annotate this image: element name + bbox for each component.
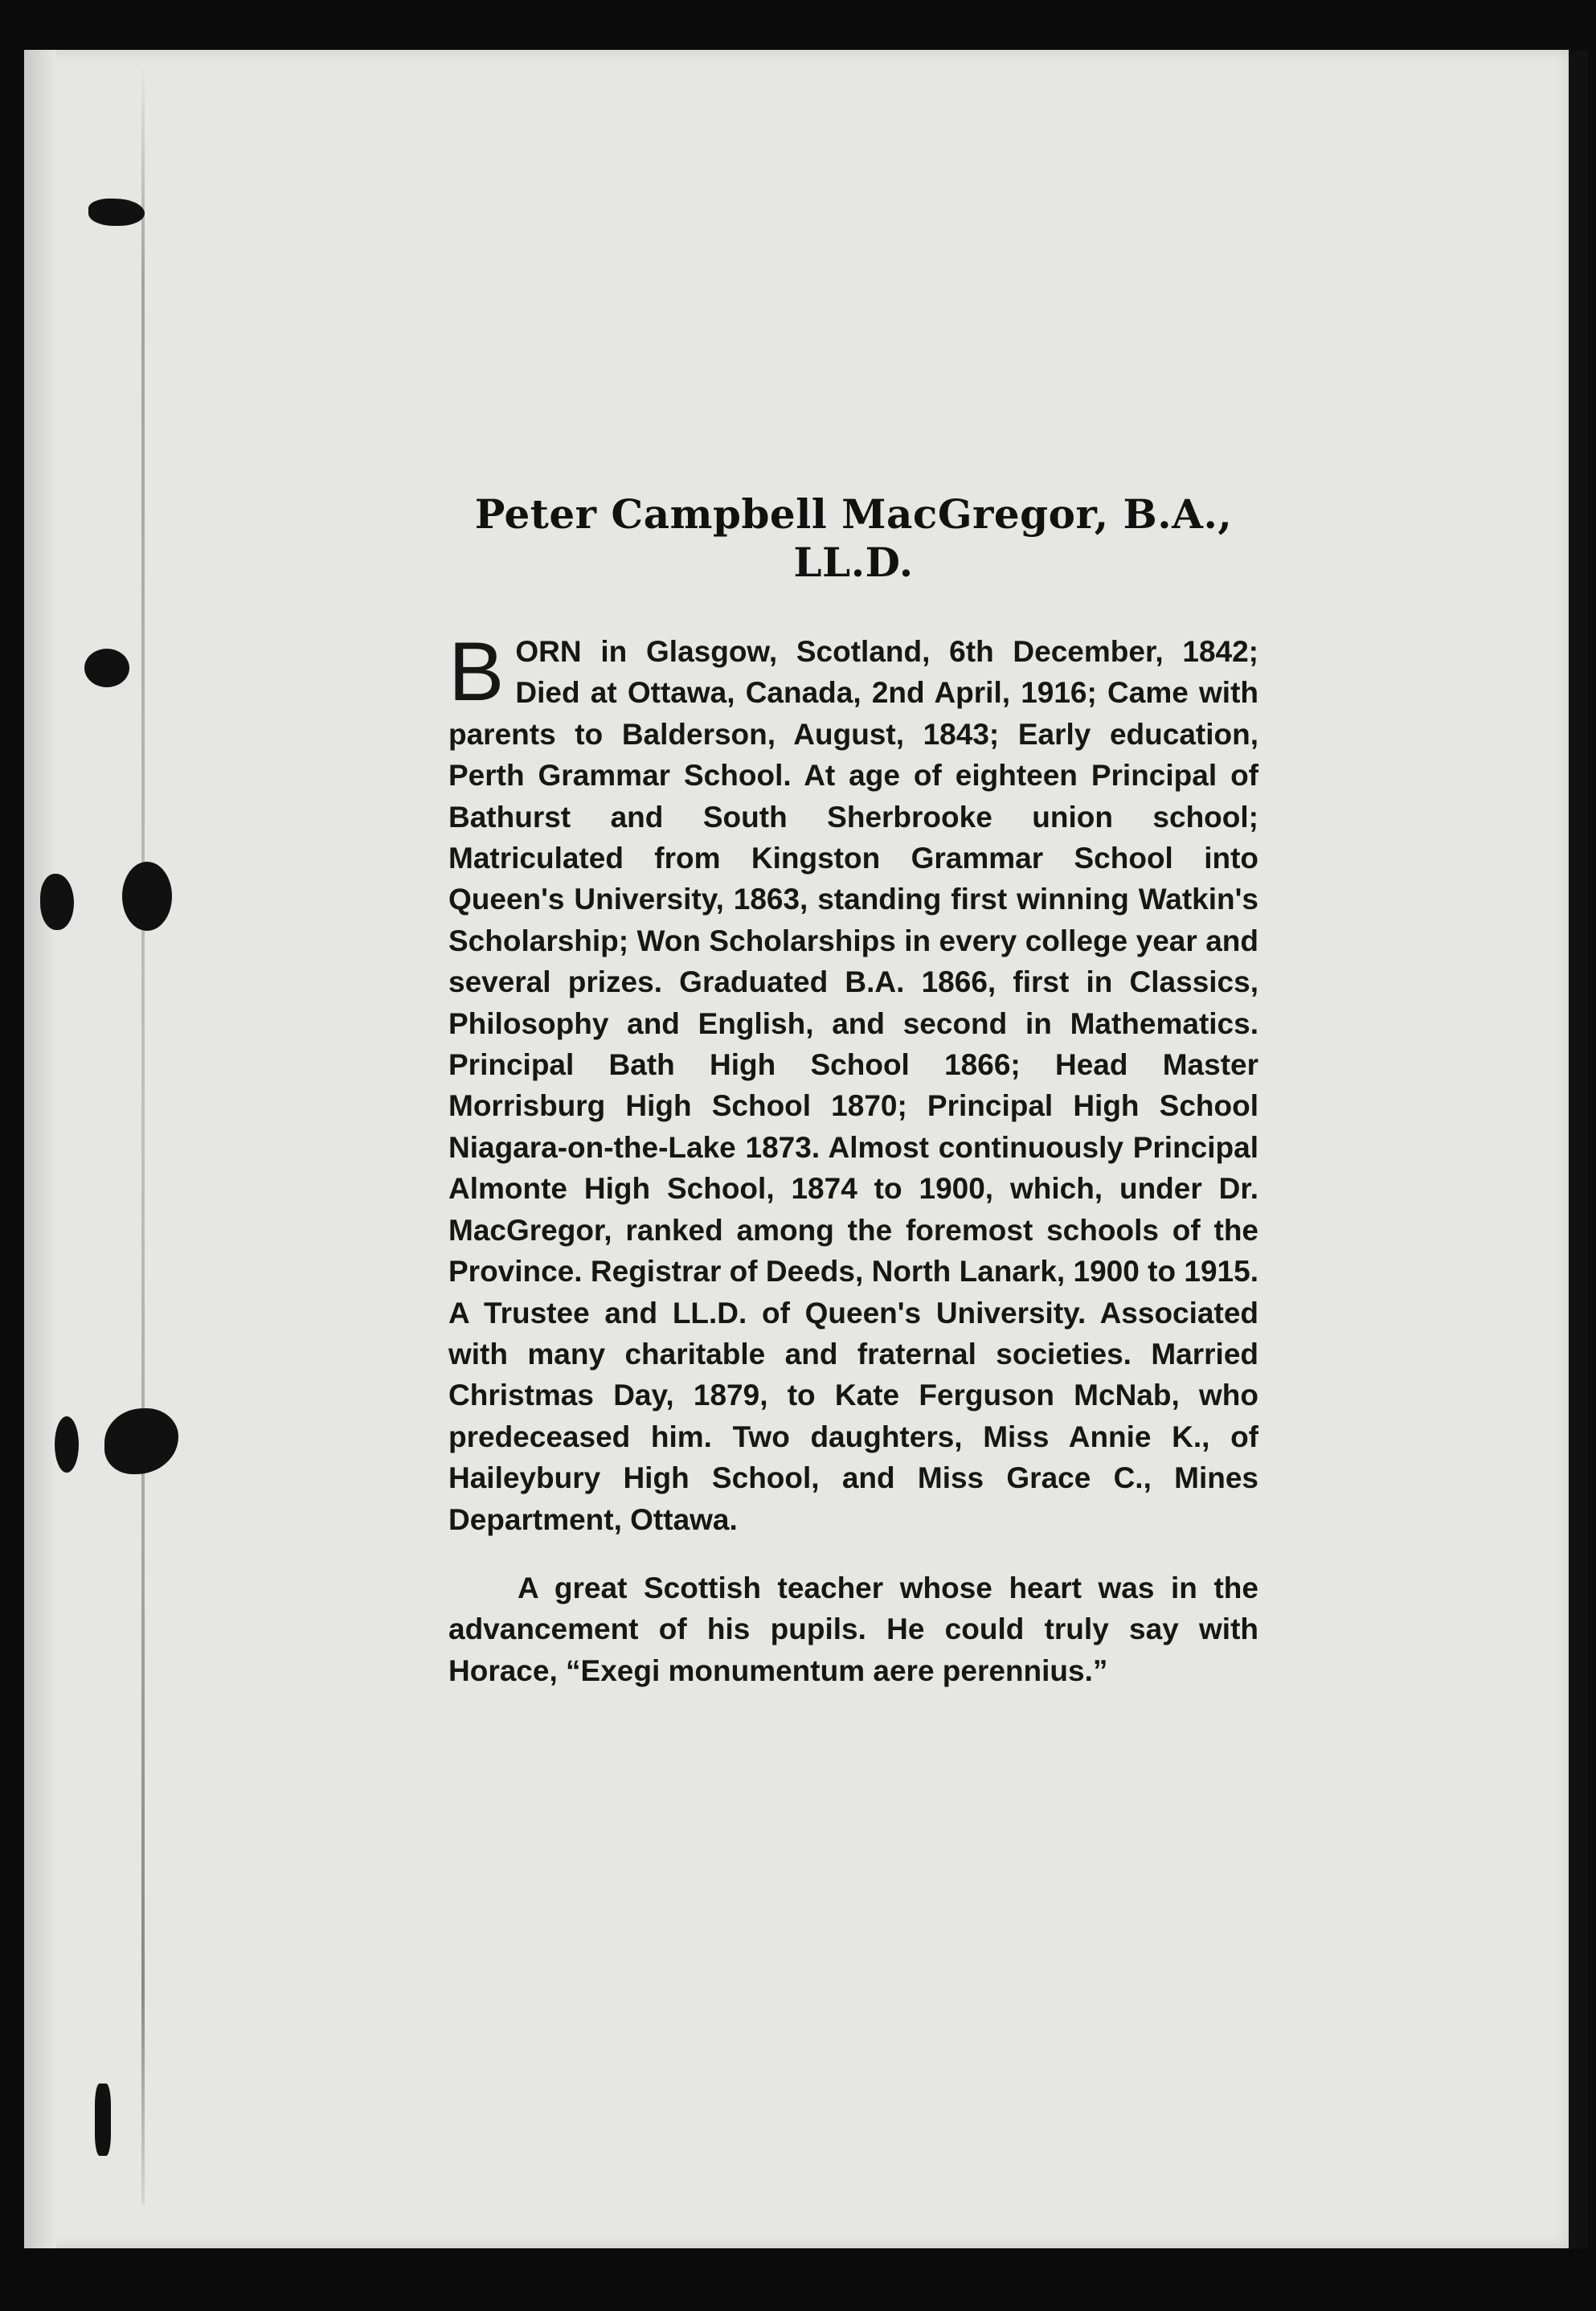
drop-cap-letter: B: [448, 625, 505, 719]
binding-hole-mark: [55, 1416, 79, 1473]
binding-hole-mark: [84, 649, 129, 687]
article-title: Peter Campbell MacGregor, B.A., LL.D.: [474, 490, 1233, 586]
binding-hole-mark: [122, 862, 172, 931]
binding-hole-mark: [95, 2084, 111, 2156]
document-page: [24, 50, 1569, 2248]
article-content: [448, 490, 1258, 1691]
binding-fold-line: [141, 66, 145, 2204]
binding-hole-mark: [104, 1408, 178, 1474]
epitaph-paragraph: A great Scottish teacher whose heart was in the advancement of his pupils. He could truly say with Horace, “Exegi monumentum aere perennius.”: [448, 1571, 1258, 1687]
binding-hole-mark: [88, 199, 145, 226]
page-left-edge-shadow: [24, 50, 56, 2248]
biography-text: ORN in Glasgow, Scotland, 6th December, 1842; Died at Ottawa, Canada, 2nd April, 1916; Came with parents to Balderson, August, 1843; Early education, Perth Grammar School. At age of eighteen Principal of Bathurst and South Sherbrooke union school; Matriculated from Kingston Grammar School into Queen's University, 1863, standing first winning Watkin's Scholarship; Won Scholarships in every college year and several prizes. Graduated B.A. 1866, first in Classics, Philosophy and English, and second in Mathematics. Principal Bath High School 1866; Head Master Morrisburg High School 1870; Principal High School Niagara-on-the-Lake 1873. Almost continuously Principal Almonte High School, 1874 to 1900, which, under Dr. MacGregor, ranked among the foremost schools of the Province. Registrar of Deeds, North Lanark, 1900 to 1915. A Trustee and LL.D. of Queen's University. Associated with many charitable and fraternal societies. Married Christmas Day, 1879, to Kate Ferguson McNab, who predeceased him. Two daughters, Miss Annie K., of Haileybury High School, and Miss Grace C., Mines Department, Ottawa.: [448, 635, 1258, 1536]
binding-hole-mark: [40, 874, 74, 930]
biography-paragraph: [448, 625, 1258, 1540]
page-right-edge: [1569, 50, 1588, 2248]
